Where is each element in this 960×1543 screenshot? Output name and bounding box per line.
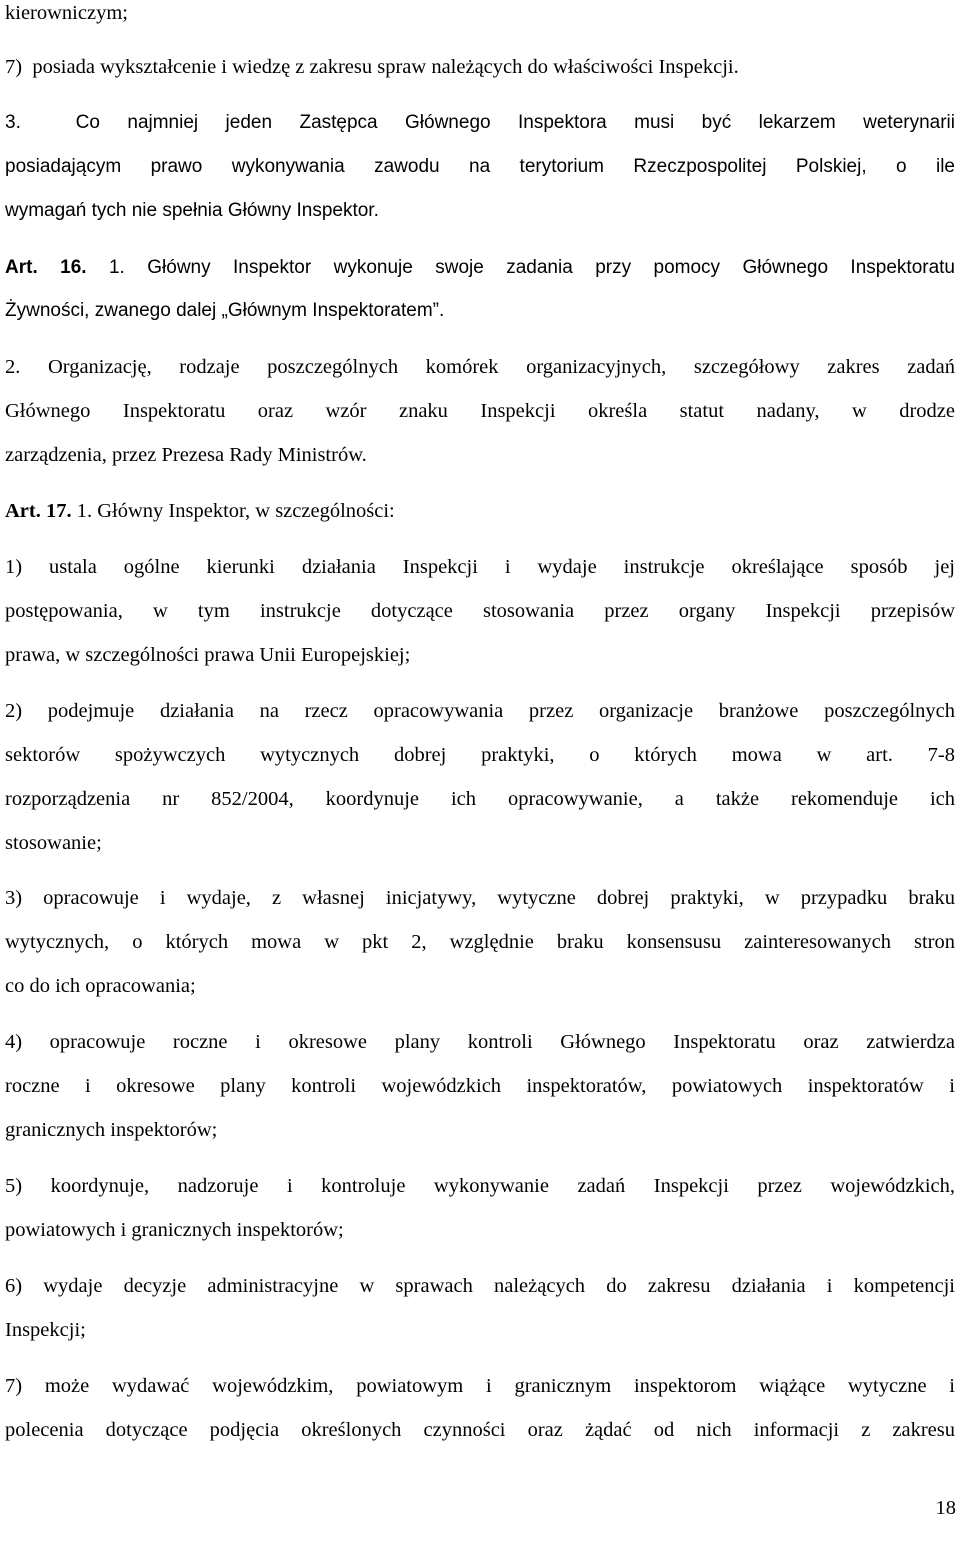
section-3-line: posiadającym prawo wykonywania zawodu na terytorium Rzeczpospolitej Polskiej, o ile bbox=[5, 156, 955, 177]
article-16-line: Żywności, zwanego dalej „Głównym Inspektoratem”. bbox=[5, 300, 445, 321]
article-17-line bbox=[5, 498, 955, 524]
list-item-7-line: 7) może wydawać wojewódzkim, powiatowym i granicznym inspektorom wiążące wytyczne i bbox=[5, 1375, 955, 1397]
list-item-5-line: powiatowych i granicznych inspektorów; bbox=[5, 1219, 344, 1241]
list-item-6-line: Inspekcji; bbox=[5, 1319, 86, 1341]
paragraph-line: kierowniczym; bbox=[5, 2, 128, 24]
list-item-4-line: granicznych inspektorów; bbox=[5, 1119, 218, 1141]
article-16-line bbox=[5, 255, 955, 281]
list-item-3-line: 3) opracowuje i wydaje, z własnej inicjatywy, wytyczne dobrej praktyki, w przypadku braku bbox=[5, 887, 955, 909]
list-item-1-line: 1) ustala ogólne kierunki działania Inspekcji i wydaje instrukcje określające sposób jej bbox=[5, 556, 955, 578]
section-3-line: wymagań tych nie spełnia Główny Inspektor. bbox=[5, 200, 379, 221]
list-item-4-line: roczne i okresowe plany kontroli wojewódzkich inspektoratów, powiatowych inspektoratów i bbox=[5, 1075, 955, 1097]
list-item-2-line: sektorów spożywczych wytycznych dobrej praktyki, o których mowa w art. 7-8 bbox=[5, 744, 955, 766]
article-16-label: Art. 16. bbox=[5, 257, 87, 278]
article-16-text: 1. Główny Inspektor wykonuje swoje zadania przy pomocy Głównego Inspektoratu bbox=[108, 257, 955, 278]
list-item-2-line: stosowanie; bbox=[5, 832, 102, 854]
section-3-line: 3. Co najmniej jeden Zastępca Głównego Inspektora musi być lekarzem weterynarii bbox=[5, 112, 955, 133]
list-item-6-line: 6) wydaje decyzje administracyjne w sprawach należących do zakresu działania i kompetencji bbox=[5, 1275, 955, 1297]
list-item-2-line: 2) podejmuje działania na rzecz opracowywania przez organizacje branżowe poszczególnych bbox=[5, 700, 955, 722]
article-17-text: 1. Główny Inspektor, w szczególności: bbox=[76, 500, 395, 522]
list-item-7-line: polecenia dotyczące podjęcia określonych czynności oraz żądać od nich informacji z zakresu bbox=[5, 1419, 955, 1441]
article-16-paragraph-2-line: zarządzenia, przez Prezesa Rady Ministrów. bbox=[5, 444, 367, 466]
page-number: 18 bbox=[935, 1497, 956, 1519]
article-16-paragraph-2-line: 2. Organizację, rodzaje poszczególnych komórek organizacyjnych, szczegółowy zakres zadań bbox=[5, 356, 955, 378]
list-item-3-line: co do ich opracowania; bbox=[5, 975, 196, 997]
list-item-4-line: 4) opracowuje roczne i okresowe plany kontroli Głównego Inspektoratu oraz zatwierdza bbox=[5, 1031, 955, 1053]
list-item-3-line: wytycznych, o których mowa w pkt 2, względnie braku konsensusu zainteresowanych stron bbox=[5, 931, 955, 953]
article-16-paragraph-2-line: Głównego Inspektoratu oraz wzór znaku Inspekcji określa statut nadany, w drodze bbox=[5, 400, 955, 422]
list-item-2-line: rozporządzenia nr 852/2004, koordynuje ich opracowywanie, a także rekomenduje ich bbox=[5, 788, 955, 810]
list-item-5-line: 5) koordynuje, nadzoruje i kontroluje wykonywanie zadań Inspekcji przez wojewódzkich, bbox=[5, 1175, 955, 1197]
article-17-label: Art. 17. bbox=[5, 500, 72, 522]
list-item-7: 7) posiada wykształcenie i wiedzę z zakresu spraw należących do właściwości Inspekcji. bbox=[5, 56, 739, 78]
list-item-1-line: postępowania, w tym instrukcje dotyczące stosowania przez organy Inspekcji przepisów bbox=[5, 600, 955, 622]
list-item-1-line: prawa, w szczególności prawa Unii Europejskiej; bbox=[5, 644, 411, 666]
